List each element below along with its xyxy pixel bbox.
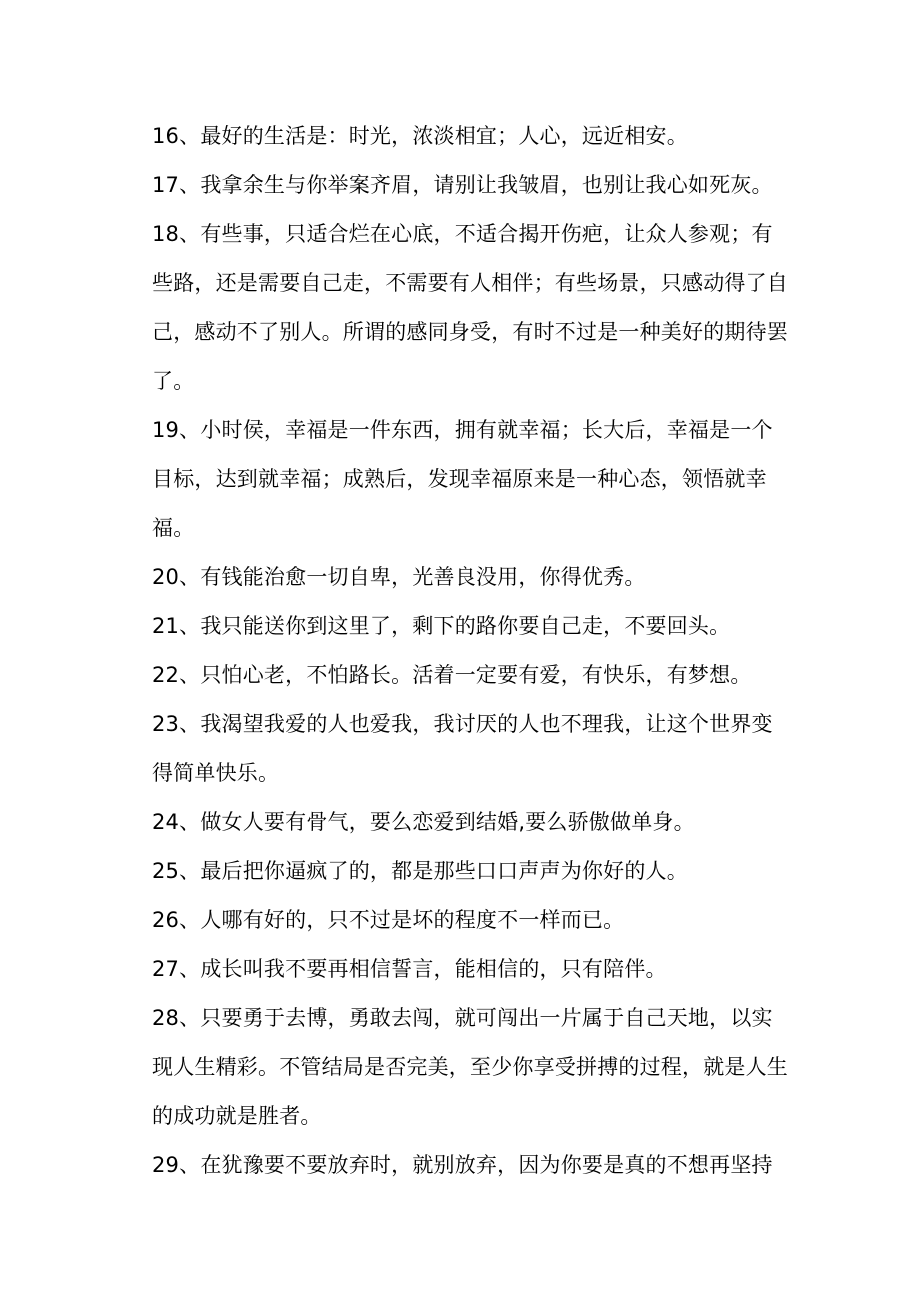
paragraph-21: 21、我只能送你到这里了，剩下的路你要自己走，不要回头。	[152, 614, 731, 638]
paragraph-25: 25、最后把你逼疯了的，都是那些口口声声为你好的人。	[152, 859, 688, 883]
paragraph-20: 20、有钱能治愈一切自卑，光善良没用，你得优秀。	[152, 565, 646, 589]
paragraph-29: 29、在犹豫要不要放弃时，就别放弃，因为你要是真的不想再坚持	[152, 1153, 773, 1177]
paragraph-23: 23、我渴望我爱的人也爱我，我讨厌的人也不理我，让这个世界变得简单快乐。	[152, 712, 773, 785]
paragraph-24: 24、做女人要有骨气，要么恋爱到结婚,要么骄傲做单身。	[152, 810, 695, 834]
paragraph-27: 27、成长叫我不要再相信誓言，能相信的，只有陪伴。	[152, 957, 667, 981]
paragraph-28: 28、只要勇于去博，勇敢去闯，就可闯出一片属于自己天地，以实现人生精彩。不管结局是否完美，至少你享受拼搏的过程，就是人生的成功就是胜者。	[152, 1006, 788, 1128]
paragraph-26: 26、人哪有好的，只不过是坏的程度不一样而已。	[152, 908, 625, 932]
paragraph-17: 17、我拿余生与你举案齐眉，请别让我皱眉，也别让我心如死灰。	[152, 173, 773, 197]
paragraph-19: 19、小时侯，幸福是一件东西，拥有就幸福；长大后，幸福是一个目标，达到就幸福；成熟后，发现幸福原来是一种心态，领悟就幸福。	[152, 418, 773, 540]
paragraph-22: 22、只怕心老，不怕路长。活着一定要有爱，有快乐，有梦想。	[152, 663, 752, 687]
document-body	[152, 112, 792, 1190]
paragraph-16: 16、最好的生活是：时光，浓淡相宜；人心，远近相安。	[152, 124, 688, 148]
paragraph-18: 18、有些事，只适合烂在心底，不适合揭开伤疤，让众人参观；有些路，还是需要自己走，不需要有人相伴；有些场景，只感动得了自己，感动不了别人。所谓的感同身受，有时不过是一种美好的期待罢了。	[152, 222, 788, 393]
